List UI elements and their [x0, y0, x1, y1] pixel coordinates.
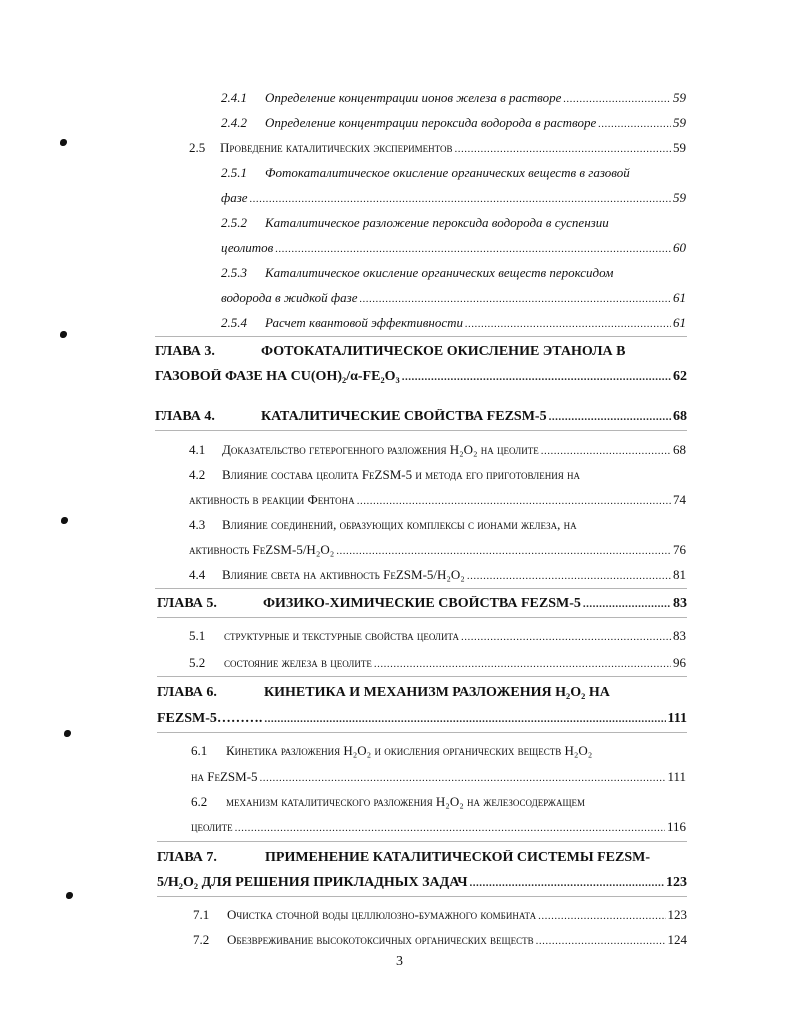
- toc-title: Каталитическое окисление органических веществ пероксидом: [265, 265, 614, 280]
- toc-number: 2.5.2: [221, 215, 247, 230]
- toc-number: 7.1: [193, 907, 210, 922]
- chapter-title: ГАЗОВОЙ ФАЗЕ НА CU(OH)₂/α-FE₂O₃: [155, 369, 400, 384]
- toc-title: цеолите: [191, 819, 233, 834]
- toc-number: 6.2: [191, 794, 208, 809]
- toc-number: 7.2: [193, 932, 210, 947]
- toc-chapter-7-cont: [157, 875, 687, 891]
- chapter-label: ГЛАВА 5.: [157, 596, 217, 611]
- leader-dots: [536, 935, 666, 947]
- toc-title: Очистка сточной воды целлюлозно-бумажного комбината: [227, 907, 537, 922]
- separator-line: [157, 841, 687, 842]
- toc-chapter-6-cont: [157, 711, 687, 727]
- toc-title: состояние железа в цеолите: [224, 655, 372, 670]
- toc-page: 116: [666, 819, 686, 834]
- toc-page: 124: [667, 932, 687, 947]
- leader-dots: [470, 877, 664, 889]
- toc-entry-4-1: [189, 442, 686, 458]
- toc-page: 61: [673, 315, 686, 330]
- chapter-page: 111: [667, 711, 687, 726]
- leader-dots: [541, 445, 671, 457]
- chapter-page: 62: [673, 369, 687, 384]
- leader-dots: [336, 545, 671, 557]
- chapter-title: ФОТОКАТАЛИТИЧЕСКОЕ ОКИСЛЕНИЕ ЭТАНОЛА В: [261, 344, 626, 359]
- toc-entry-6-1: [191, 743, 686, 759]
- chapter-page: 123: [666, 875, 687, 890]
- toc-title: Фотокаталитическое окисление органических веществ в газовой: [265, 165, 630, 180]
- toc-number: 2.5.4: [221, 315, 247, 330]
- leader-dots: [235, 822, 665, 834]
- leader-dots: [264, 713, 665, 725]
- toc-title: Определение концентрации пероксида водорода в растворе: [265, 115, 597, 130]
- toc-chapter-6: [157, 685, 687, 701]
- chapter-label: ГЛАВА 6.: [157, 685, 217, 700]
- separator-line: [157, 617, 687, 618]
- scan-mark: [66, 892, 73, 899]
- leader-dots: [360, 293, 672, 305]
- toc-page: 59: [673, 115, 686, 130]
- toc-title: фазе: [221, 190, 248, 205]
- toc-number: 4.4: [189, 567, 206, 582]
- leader-dots: [357, 495, 671, 507]
- toc-number: 5.1: [189, 628, 206, 643]
- scan-mark: [60, 139, 67, 146]
- toc-number: 2.4.2: [221, 115, 247, 130]
- toc-entry-2-5-1-cont: [221, 190, 686, 206]
- chapter-title: ПРИМЕНЕНИЕ КАТАЛИТИЧЕСКОЙ СИСТЕМЫ FEZSM-: [265, 850, 650, 865]
- separator-line: [157, 896, 687, 897]
- toc-entry-2-5-3: [221, 265, 686, 281]
- toc-title: Обезвреживание высокотоксичных органических веществ: [227, 932, 534, 947]
- toc-entry-2-4-2: [221, 115, 686, 131]
- toc-chapter-3-cont: [155, 369, 687, 385]
- toc-number: 2.5.3: [221, 265, 247, 280]
- toc-entry-2-5-1: [221, 165, 686, 181]
- toc-page: 74: [673, 492, 686, 507]
- chapter-title: КИНЕТИКА И МЕХАНИЗМ РАЗЛОЖЕНИЯ H₂O₂ НА: [264, 685, 610, 700]
- toc-entry-5-1: [189, 628, 686, 644]
- leader-dots: [275, 243, 671, 255]
- toc-title: Определение концентрации ионов железа в растворе: [265, 90, 562, 105]
- toc-entry-2-5-4: [221, 315, 686, 331]
- toc-number: 6.1: [191, 743, 208, 758]
- leader-dots: [461, 631, 671, 643]
- toc-number: 4.2: [189, 467, 206, 482]
- chapter-title: ФИЗИКО-ХИМИЧЕСКИЕ СВОЙСТВА FEZSM-5: [263, 596, 581, 611]
- toc-chapter-5: [157, 596, 687, 612]
- toc-entry-4-2: [189, 467, 686, 483]
- toc-entry-2-5-2: [221, 215, 686, 231]
- toc-page: 111: [667, 769, 686, 784]
- toc-entry-5-2: [189, 655, 686, 671]
- leader-dots: [465, 318, 671, 330]
- leader-dots: [538, 910, 665, 922]
- leader-dots: [402, 371, 671, 383]
- toc-entry-4-2-cont: [189, 492, 686, 508]
- toc-title: механизм каталитического разложения H₂O₂ на железосодержащем: [226, 794, 586, 809]
- toc-title: водорода в жидкой фазе: [221, 290, 358, 305]
- toc-title: структурные и текстурные свойства цеолита: [224, 628, 460, 643]
- separator-line: [155, 430, 687, 431]
- toc-number: 2.5: [189, 140, 206, 155]
- toc-number: 4.3: [189, 517, 206, 532]
- scan-mark: [60, 331, 67, 338]
- leader-dots: [374, 658, 671, 670]
- toc-number: 2.5.1: [221, 165, 247, 180]
- leader-dots: [583, 598, 671, 610]
- toc-entry-6-1-cont: [191, 769, 686, 785]
- toc-title: Влияние света на активность FeZSM-5/H₂O₂: [222, 567, 465, 582]
- toc-entry-2-5: [189, 140, 686, 156]
- chapter-title: КАТАЛИТИЧЕСКИЕ СВОЙСТВА FEZSM-5: [261, 409, 547, 424]
- chapter-title: FEZSM-5……….: [157, 711, 263, 726]
- leader-dots: [549, 411, 671, 423]
- toc-title: Проведение каталитических экспериментов: [220, 140, 453, 155]
- toc-page: 83: [673, 628, 686, 643]
- toc-entry-2-5-2-cont: [221, 240, 686, 256]
- leader-dots: [454, 143, 671, 155]
- separator-line: [157, 732, 687, 733]
- chapter-page: 83: [673, 596, 687, 611]
- toc-page: 60: [673, 240, 686, 255]
- toc-number: 4.1: [189, 442, 206, 457]
- toc-title: Влияние состава цеолита FeZSM-5 и метода его приготовления на: [222, 467, 581, 482]
- toc-title: Влияние соединений, образующих комплексы с ионами железа, на: [222, 517, 577, 532]
- toc-page: 59: [673, 140, 686, 155]
- toc-title: Доказательство гетерогенного разложения H₂O₂ на цеолите: [222, 442, 539, 457]
- toc-title: Кинетика разложения H₂O₂ и окисления органических веществ H₂O₂: [226, 743, 593, 758]
- separator-line: [155, 588, 687, 589]
- toc-title: цеолитов: [221, 240, 274, 255]
- toc-title: Расчет квантовой эффективности: [265, 315, 464, 330]
- toc-entry-4-3-cont: [189, 542, 686, 558]
- toc-chapter-4: [155, 409, 687, 425]
- chapter-label: ГЛАВА 4.: [155, 409, 215, 424]
- scan-mark: [61, 517, 68, 524]
- toc-page: 59: [673, 190, 686, 205]
- toc-title: Каталитическое разложение пероксида водорода в суспензии: [265, 215, 609, 230]
- toc-chapter-7: [157, 850, 687, 866]
- chapter-title: 5/H₂O₂ ДЛЯ РЕШЕНИЯ ПРИКЛАДНЫХ ЗАДАЧ: [157, 875, 468, 890]
- separator-line: [155, 336, 687, 337]
- chapter-label: ГЛАВА 3.: [155, 344, 215, 359]
- toc-number: 2.4.1: [221, 90, 247, 105]
- toc-chapter-3: [155, 344, 687, 360]
- toc-page: 61: [673, 290, 686, 305]
- chapter-label: ГЛАВА 7.: [157, 850, 217, 865]
- toc-entry-6-2-cont: [191, 819, 686, 835]
- toc-page: 76: [673, 542, 686, 557]
- toc-entry-4-4: [189, 567, 686, 583]
- toc-page: 68: [673, 442, 686, 457]
- toc-entry-4-3: [189, 517, 686, 533]
- leader-dots: [598, 118, 671, 130]
- toc-page: 96: [673, 655, 686, 670]
- toc-entry-6-2: [191, 794, 686, 810]
- toc-entry-2-5-3-cont: [221, 290, 686, 306]
- toc-number: 5.2: [189, 655, 206, 670]
- page-number: 3: [396, 954, 403, 969]
- leader-dots: [467, 570, 671, 582]
- toc-entry-7-2: [193, 932, 687, 948]
- toc-title: активность FeZSM-5/H₂O₂: [189, 542, 335, 557]
- toc-entry-7-1: [193, 907, 687, 923]
- toc-title: на FeZSM-5: [191, 769, 258, 784]
- separator-line: [157, 676, 687, 677]
- leader-dots: [250, 193, 671, 205]
- toc-title: активность в реакции Фентона: [189, 492, 355, 507]
- leader-dots: [260, 772, 666, 784]
- toc-page: 59: [673, 90, 686, 105]
- leader-dots: [563, 93, 671, 105]
- toc-entry-2-4-1: [221, 90, 686, 106]
- toc-page: 81: [673, 567, 686, 582]
- toc-page: 123: [667, 907, 687, 922]
- chapter-page: 68: [673, 409, 687, 424]
- scan-mark: [64, 730, 71, 737]
